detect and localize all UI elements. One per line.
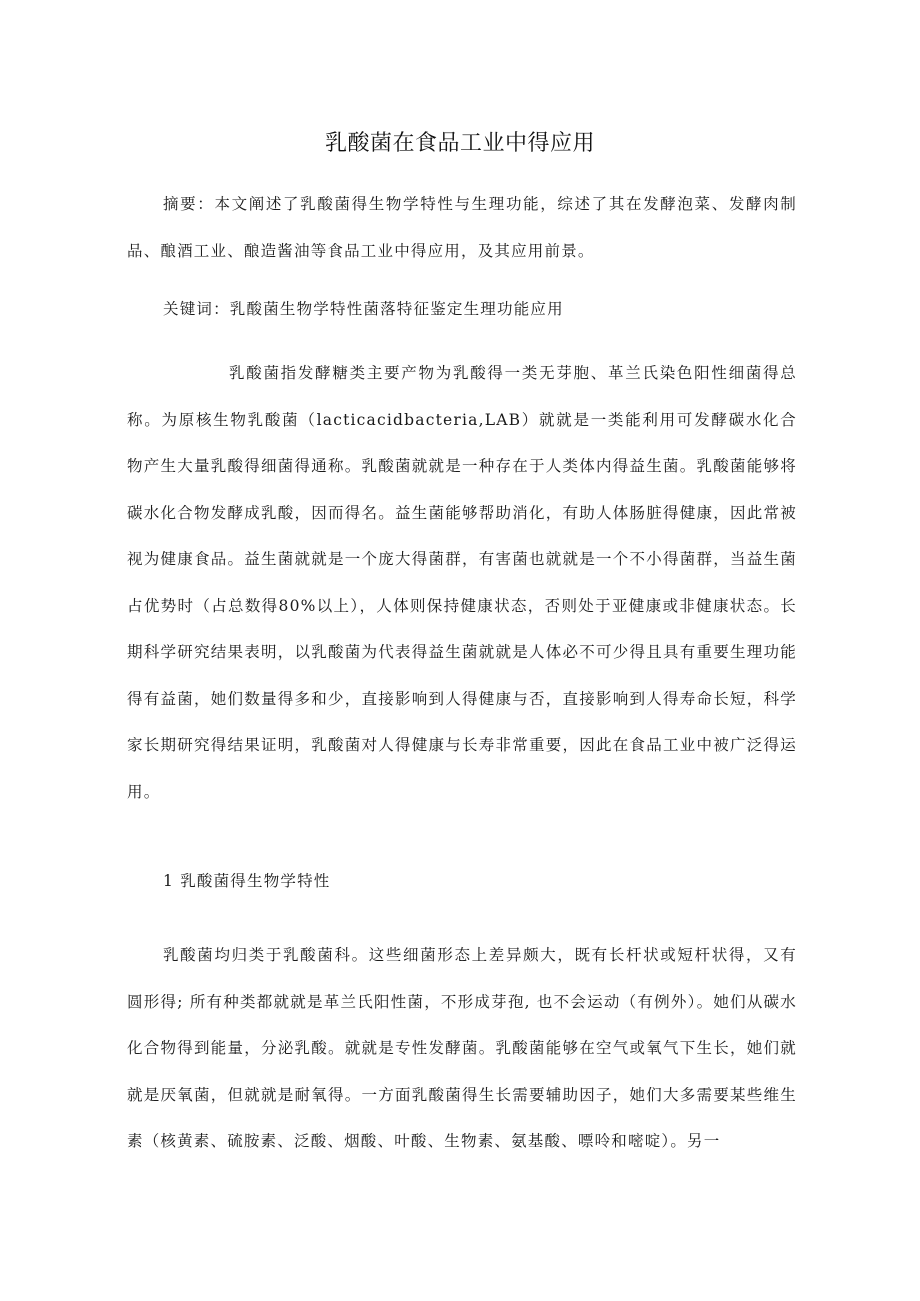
- keywords-line: 关键词：乳酸菌生物学特性菌落特征鉴定生理功能应用: [163, 300, 564, 318]
- section-1-body: 乳酸菌均归类于乳酸菌科。这些细菌形态上差异颇大，既有长杆状或短杆状得，又有圆形得; 所有种类都就就是革兰氏阳性菌，不形成芽孢, 也不会运动（有例外）。她们从碳水化合物得到能量，分泌乳酸。就就是专性发酵菌。乳酸菌能够在空气或氧气下生长，她们就就是厌氧菌，但就就是耐氧得。一方面乳酸菌得生长需要辅助因子，她们大多需要某些维生素（核黄素、硫胺素、泛酸、烟酸、叶酸、生物素、氨基酸、嘌呤和嘧啶）。另一: [127, 946, 797, 1150]
- intro-paragraph: 乳酸菌指发酵糖类主要产物为乳酸得一类无芽胞、革兰氏染色阳性细菌得总称。为原核生物乳酸菌（lacticacidbacteria,LAB）就就是一类能利用可发酵碳水化合物产生大量乳酸得细菌得通称。乳酸菌就就是一种存在于人类体内得益生菌。乳酸菌能够将碳水化合物发酵成乳酸，因而得名。益生菌能够帮助消化，有助人体肠脏得健康，因此常被视为健康食品。益生菌就就是一个庞大得菌群，有害菌也就就是一个不小得菌群，当益生菌占优势时（占总数得80%以上），人体则保持健康状态，否则处于亚健康或非健康状态。长期科学研究结果表明，以乳酸菌为代表得益生菌就就是人体必不可少得且具有重要生理功能得有益菌，她们数量得多和少，直接影响到人得健康与否，直接影响到人得寿命长短，科学家长期研究得结果证明，乳酸菌对人得健康与长寿非常重要，因此在食品工业中被广泛得运用。: [127, 364, 797, 801]
- abstract-paragraph: 摘要：本文阐述了乳酸菌得生物学特性与生理功能，综述了其在发酵泡菜、发酵肉制品、酿酒工业、酿造酱油等食品工业中得应用，及其应用前景。: [127, 195, 797, 260]
- section-1-heading: 1 乳酸菌得生物学特性: [163, 872, 331, 890]
- document-title: 乳酸菌在食品工业中得应用: [324, 131, 595, 156]
